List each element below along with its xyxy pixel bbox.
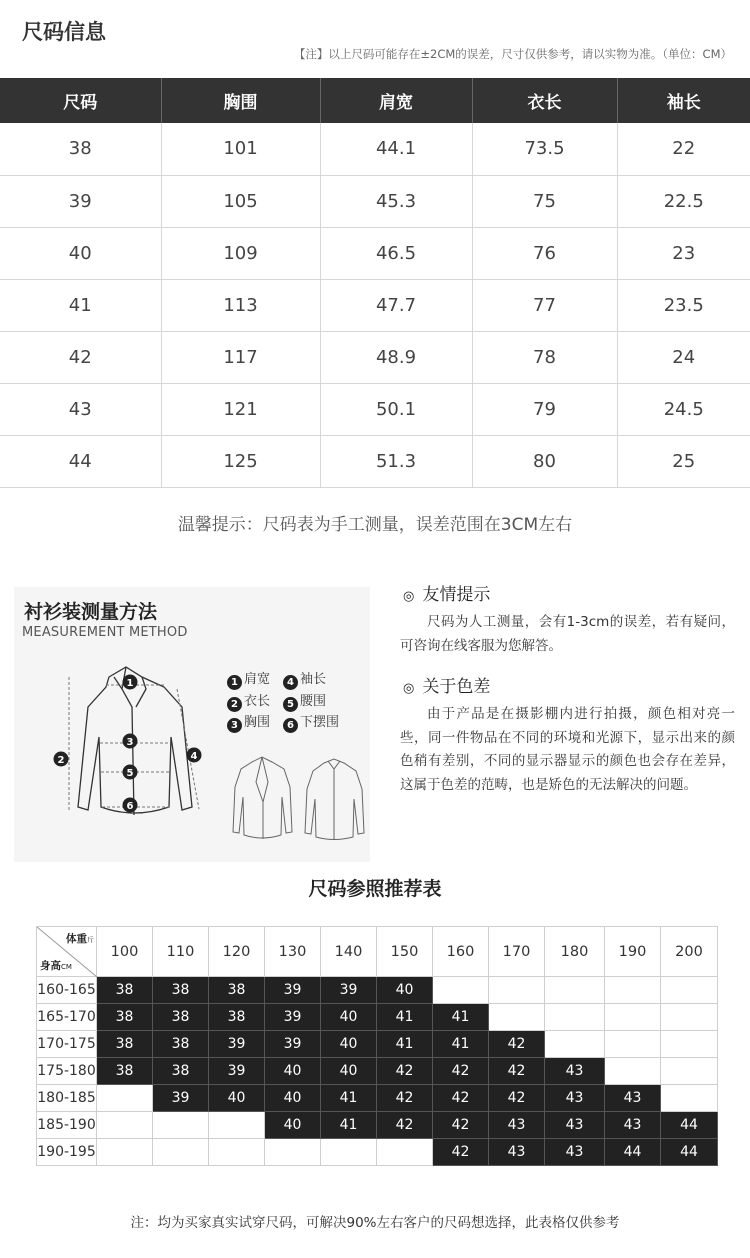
- recommended-size-cell: 42: [377, 1058, 433, 1085]
- recommended-size-cell: [433, 977, 489, 1004]
- table-row: [37, 1139, 718, 1166]
- recommended-size-cell: 42: [433, 1085, 489, 1112]
- size-cell: 125: [161, 435, 320, 487]
- recommendation-title: 尺码参照推荐表: [308, 878, 442, 900]
- recommended-size-cell: 43: [605, 1112, 661, 1139]
- recommended-size-cell: 39: [321, 977, 377, 1004]
- size-cell: 40: [0, 227, 161, 279]
- size-cell: 25: [617, 435, 750, 487]
- table-row: [37, 1004, 718, 1031]
- recommended-size-cell: 40: [321, 1004, 377, 1031]
- height-range-cell: 175-180: [37, 1058, 97, 1085]
- recommended-size-cell: [97, 1139, 153, 1166]
- recommended-size-cell: 43: [545, 1058, 605, 1085]
- height-range-cell: 180-185: [37, 1085, 97, 1112]
- weight-header-cell: 180: [545, 927, 605, 977]
- recommended-size-cell: 38: [97, 1031, 153, 1058]
- size-cell: 42: [0, 331, 161, 383]
- weight-header-cell: 200: [661, 927, 718, 977]
- measurement-title: 衬衫装测量方法: [24, 601, 158, 623]
- height-range-cell: 165-170: [37, 1004, 97, 1031]
- recommended-size-cell: 40: [265, 1058, 321, 1085]
- table-row: [0, 175, 750, 227]
- recommended-size-cell: 43: [545, 1139, 605, 1166]
- size-cell: 121: [161, 383, 320, 435]
- recommended-size-cell: [209, 1139, 265, 1166]
- recommended-size-cell: [489, 1004, 545, 1031]
- svg-text:4: 4: [190, 751, 198, 762]
- table-row: [0, 279, 750, 331]
- page-title: 尺码信息: [22, 20, 106, 44]
- recommended-size-cell: 38: [153, 1004, 209, 1031]
- recommended-size-cell: 40: [265, 1112, 321, 1139]
- recommended-size-cell: 42: [489, 1058, 545, 1085]
- recommended-size-cell: 41: [321, 1085, 377, 1112]
- recommended-size-cell: 42: [377, 1112, 433, 1139]
- recommended-size-cell: 38: [153, 1058, 209, 1085]
- recommended-size-cell: 39: [209, 1058, 265, 1085]
- recommended-size-cell: 40: [321, 1031, 377, 1058]
- weight-header-cell: 140: [321, 927, 377, 977]
- svg-text:5: 5: [126, 768, 134, 779]
- friendly-tip-text: 尺码为人工测量，会有1-3cm的误差，若有疑问，可咨询在线客服为您解答。: [400, 614, 735, 654]
- table-row: [0, 331, 750, 383]
- recommended-size-cell: [661, 1031, 718, 1058]
- size-cell: 105: [161, 175, 320, 227]
- recommended-size-cell: 39: [265, 1031, 321, 1058]
- measurement-legend: 1 肩宽 4 袖长 2 衣长 5 腰围 3 胸围 6 下摆围: [227, 669, 339, 734]
- recommended-size-cell: [265, 1139, 321, 1166]
- recommended-size-cell: 42: [489, 1031, 545, 1058]
- recommended-size-cell: 44: [661, 1112, 718, 1139]
- recommended-size-cell: 44: [661, 1139, 718, 1166]
- table-row: [37, 1058, 718, 1085]
- size-header-cell: 尺码: [0, 78, 161, 123]
- recommended-size-cell: [321, 1139, 377, 1166]
- friendly-tip-heading: ◎ 友情提示: [403, 585, 491, 605]
- recommended-size-cell: [661, 1058, 718, 1085]
- size-cell: 44.1: [320, 123, 472, 175]
- size-header-cell: 胸围: [161, 78, 320, 123]
- size-cell: 51.3: [320, 435, 472, 487]
- size-cell: 113: [161, 279, 320, 331]
- recommended-size-cell: 42: [489, 1085, 545, 1112]
- weight-header-cell: 110: [153, 927, 209, 977]
- recommended-size-cell: 43: [605, 1085, 661, 1112]
- recommended-size-cell: 41: [433, 1031, 489, 1058]
- height-range-cell: 170-175: [37, 1031, 97, 1058]
- legend-length: 衣长: [244, 693, 271, 709]
- recommended-size-cell: [153, 1112, 209, 1139]
- recommended-size-cell: 43: [489, 1139, 545, 1166]
- recommended-size-cell: [97, 1112, 153, 1139]
- size-cell: 48.9: [320, 331, 472, 383]
- recommended-size-cell: 40: [209, 1085, 265, 1112]
- recommended-size-cell: [377, 1139, 433, 1166]
- recommended-size-cell: 38: [209, 977, 265, 1004]
- size-cell: 101: [161, 123, 320, 175]
- recommended-size-cell: 42: [433, 1112, 489, 1139]
- measurement-tip: 温馨提示：尺码表为手工测量，误差范围在3CM左右: [177, 515, 573, 535]
- size-cell: 47.7: [320, 279, 472, 331]
- size-cell: 24.5: [617, 383, 750, 435]
- weight-header-cell: 150: [377, 927, 433, 977]
- table-row: [0, 123, 750, 175]
- recommended-size-cell: 41: [377, 1004, 433, 1031]
- size-cell: 80: [472, 435, 617, 487]
- table-row: [0, 227, 750, 279]
- size-note: 【注】以上尺码可能存在±2CM的误差，尺寸仅供参考，请以实物为准。（单位：CM）: [293, 47, 732, 61]
- recommended-size-cell: [661, 977, 718, 1004]
- size-cell: 39: [0, 175, 161, 227]
- weight-header-cell: 120: [209, 927, 265, 977]
- svg-text:6: 6: [126, 801, 134, 812]
- weight-header-cell: 190: [605, 927, 661, 977]
- bottom-note: 注：均为买家真实试穿尺码，可解决90%左右客户的尺码想选择，此表格仅供参考: [130, 1215, 620, 1231]
- legend-sleeve: 袖长: [300, 672, 327, 687]
- weight-header-cell: 100: [97, 927, 153, 977]
- recommended-size-cell: [545, 1031, 605, 1058]
- height-range-cell: 185-190: [37, 1112, 97, 1139]
- size-cell: 76: [472, 227, 617, 279]
- size-cell: 22.5: [617, 175, 750, 227]
- recommended-size-cell: 40: [321, 1058, 377, 1085]
- target-icon: ◎: [403, 681, 415, 696]
- legend-waist: 腰围: [300, 693, 327, 709]
- color-diff-text: 由于产品是在摄影棚内进行拍摄，颜色相对亮一些，同一件物品在不同的环境和光源下，显示出来的颜色稍有差别，不同的显示器显示的颜色也会存在差异，这属于色差的范畴，也是矫色的无法解决的问题。: [400, 706, 735, 793]
- size-cell: 24: [617, 331, 750, 383]
- size-cell: 75: [472, 175, 617, 227]
- recommended-size-cell: 42: [433, 1139, 489, 1166]
- size-cell: 23: [617, 227, 750, 279]
- size-cell: 78: [472, 331, 617, 383]
- measurement-panel: [14, 587, 370, 862]
- recommended-size-cell: 40: [377, 977, 433, 1004]
- weight-header-cell: 170: [489, 927, 545, 977]
- size-cell: 45.3: [320, 175, 472, 227]
- recommended-size-cell: 39: [153, 1085, 209, 1112]
- table-row: [0, 383, 750, 435]
- size-cell: 50.1: [320, 383, 472, 435]
- info-panel: [400, 580, 735, 797]
- recommended-size-cell: [661, 1004, 718, 1031]
- size-header-cell: 袖长: [617, 78, 750, 123]
- recommended-size-cell: 44: [605, 1139, 661, 1166]
- size-cell: 77: [472, 279, 617, 331]
- recommended-size-cell: [661, 1085, 718, 1112]
- recommended-size-cell: 43: [489, 1112, 545, 1139]
- recommendation-table: [36, 926, 718, 1166]
- size-cell: 79: [472, 383, 617, 435]
- measurement-subtitle: MEASUREMENT METHOD: [22, 625, 188, 640]
- legend-chest: 胸围: [244, 715, 271, 730]
- height-label: 身高CM: [40, 960, 72, 972]
- recommended-size-cell: 43: [545, 1085, 605, 1112]
- recommended-size-cell: [489, 977, 545, 1004]
- size-table-header: [0, 78, 750, 123]
- height-range-cell: 160-165: [37, 977, 97, 1004]
- svg-text:3: 3: [126, 737, 134, 748]
- table-row: [37, 1112, 718, 1139]
- recommended-size-cell: [605, 1031, 661, 1058]
- recommended-size-cell: 39: [265, 977, 321, 1004]
- recommended-size-cell: 38: [209, 1004, 265, 1031]
- recommended-size-cell: 42: [377, 1085, 433, 1112]
- legend-shoulder: 肩宽: [244, 672, 271, 687]
- target-icon: ◎: [403, 589, 415, 604]
- size-cell: 41: [0, 279, 161, 331]
- size-cell: 22: [617, 123, 750, 175]
- table-row: [37, 977, 718, 1004]
- recommended-size-cell: [545, 1004, 605, 1031]
- weight-header-cell: 130: [265, 927, 321, 977]
- size-cell: 117: [161, 331, 320, 383]
- recommended-size-cell: [153, 1139, 209, 1166]
- recommended-size-cell: [605, 1058, 661, 1085]
- color-diff-heading: ◎ 关于色差: [403, 677, 491, 697]
- size-cell: 38: [0, 123, 161, 175]
- recommended-size-cell: 41: [377, 1031, 433, 1058]
- recommended-size-cell: 38: [153, 1031, 209, 1058]
- size-cell: 23.5: [617, 279, 750, 331]
- height-range-cell: 190-195: [37, 1139, 97, 1166]
- table-row: [0, 435, 750, 487]
- svg-text:2: 2: [57, 755, 65, 766]
- recommended-size-cell: 41: [321, 1112, 377, 1139]
- recommended-size-cell: 39: [209, 1031, 265, 1058]
- recommended-size-cell: 38: [97, 1004, 153, 1031]
- recommended-size-cell: 38: [153, 977, 209, 1004]
- size-cell: 44: [0, 435, 161, 487]
- recommendation-header: [37, 927, 718, 977]
- size-cell: 109: [161, 227, 320, 279]
- recommended-size-cell: [97, 1085, 153, 1112]
- recommended-size-cell: 43: [545, 1112, 605, 1139]
- size-table: [0, 78, 750, 488]
- recommended-size-cell: [605, 1004, 661, 1031]
- recommended-size-cell: [209, 1112, 265, 1139]
- weight-label: 体重斤: [66, 933, 94, 945]
- legend-hem: 下摆围: [300, 715, 340, 730]
- recommended-size-cell: 42: [433, 1058, 489, 1085]
- recommended-size-cell: 41: [433, 1004, 489, 1031]
- table-row: [37, 1085, 718, 1112]
- size-header-cell: 肩宽: [320, 78, 472, 123]
- recommended-size-cell: 38: [97, 1058, 153, 1085]
- size-header-cell: 衣长: [472, 78, 617, 123]
- recommended-size-cell: [605, 977, 661, 1004]
- recommended-size-cell: [545, 977, 605, 1004]
- svg-text:1: 1: [126, 678, 134, 689]
- size-cell: 43: [0, 383, 161, 435]
- weight-header-cell: 160: [433, 927, 489, 977]
- recommended-size-cell: 40: [265, 1085, 321, 1112]
- recommended-size-cell: 39: [265, 1004, 321, 1031]
- size-cell: 73.5: [472, 123, 617, 175]
- size-cell: 46.5: [320, 227, 472, 279]
- recommended-size-cell: 38: [97, 977, 153, 1004]
- table-corner: [37, 927, 97, 977]
- table-row: [37, 1031, 718, 1058]
